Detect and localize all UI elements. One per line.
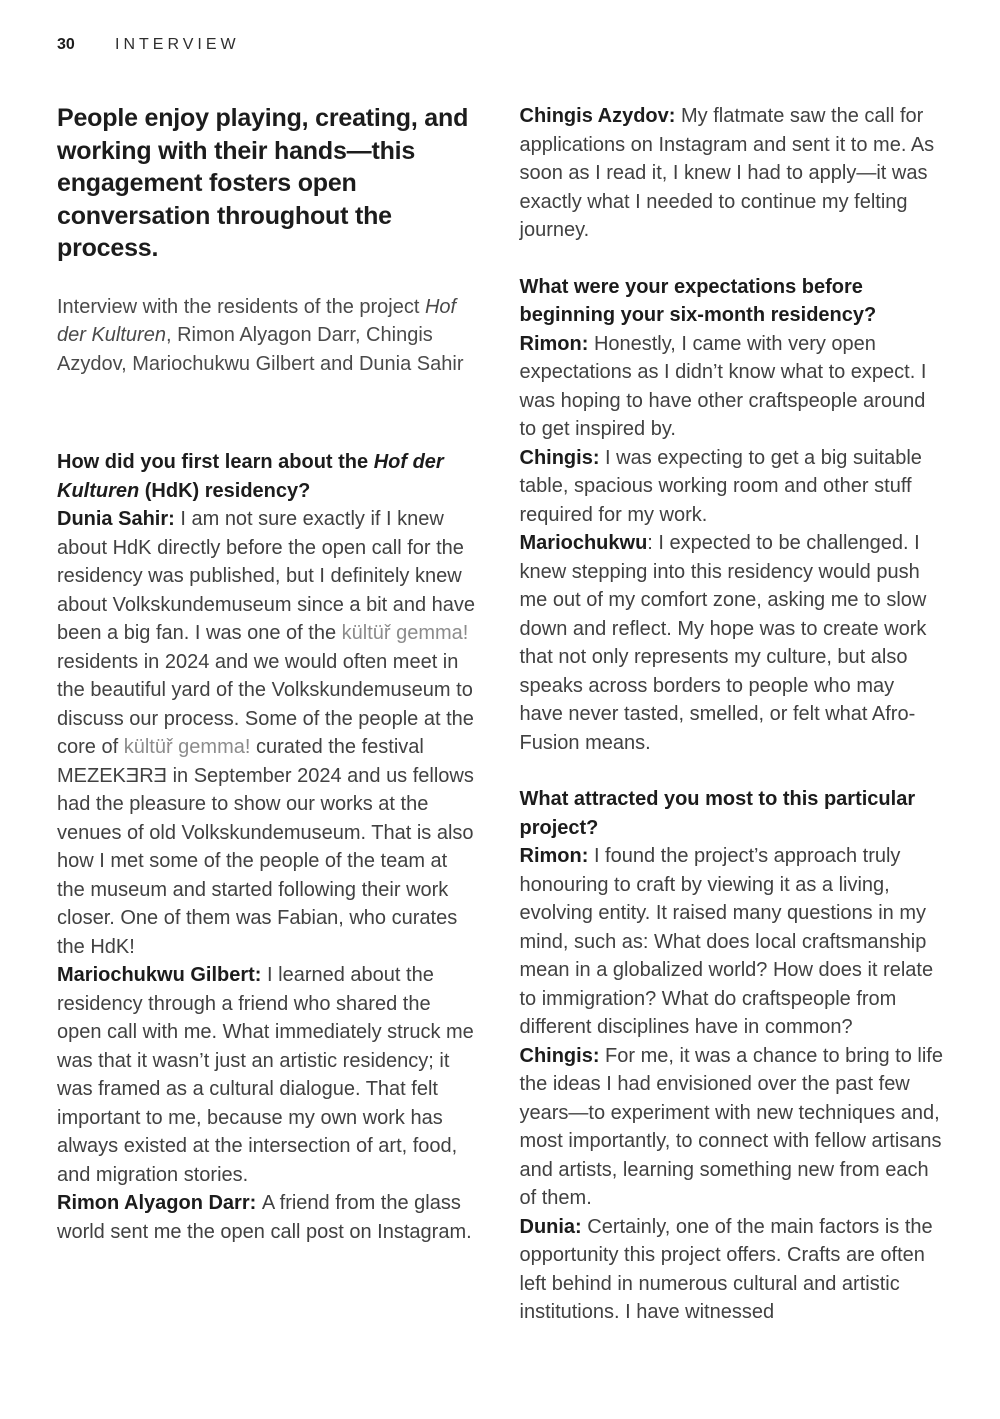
answer-mariochukwu-gilbert	[57, 961, 481, 1189]
answer-text: I found the project’s approach truly honouring to craft by viewing it as a living, evolving entity. It raised many questions in my mind, such as: What does local craftsmanship mean in a globalized world? How does it relate to immigration? What do craftspeople from different disciplines have in common?	[519, 845, 934, 1038]
answer-text: residents in 2024 and we would often meet in the beautiful yard of the Volkskundemuseum to discuss our process. Some of the people at the core of	[57, 650, 474, 758]
answer-chingis-2	[520, 1042, 944, 1213]
speaker-mariochukwu: Mariochukwu	[519, 532, 648, 554]
answer-rimon-2	[520, 842, 944, 1042]
answer-dunia	[520, 1213, 944, 1327]
answer-text: For me, it was a chance to bring to life the ideas I had envisioned over the past few years—to experiment with new techniques and, most importantly, to connect with fellow artisans and artists, learning something new from each of them.	[519, 1044, 943, 1209]
answer-text: I was expecting to get a big suitable table, spacious working room and other stuff required for my work.	[519, 446, 922, 526]
answer-text: : I expected to be challenged. I knew stepping into this residency would push me out of my comfort zone, asking me to slow down and reflect. My hope was to create work that not only represents my culture, but also speaks across borders to people who may have never tasted, smelled, or felt what Afro-Fusion means.	[519, 532, 927, 754]
speaker-rimon: Rimon:	[519, 332, 594, 355]
answer-rimon-alyagon-darr	[57, 1189, 481, 1246]
answer-chingis-azydov	[520, 102, 944, 245]
answer-mariochukwu	[520, 529, 944, 757]
question-1-post: (HdK) residency?	[139, 479, 311, 502]
page-number: 30	[57, 36, 75, 53]
question-1	[57, 448, 481, 505]
intro-text-pre: Interview with the residents of the project	[57, 295, 425, 318]
answer-text: A friend from the glass world sent me the open call post on Instagram.	[57, 1192, 472, 1243]
answer-text: Honestly, I came with very open expectations as I didn’t know what to expect. I was hoping to have other craftspeople around to get inspired by.	[519, 332, 927, 440]
speaker-rimon: Rimon:	[519, 845, 594, 867]
answer-text: curated the festival MEZEKƎRƎ in September 2024 and us fellows had the pleasure to show our works at the venues of old Volkskundemuseum. That is also how I met some of the people of the team at the museum and started following their work closer. One of them was Fabian, who curates the HdK!	[57, 736, 474, 958]
speaker-chingis: Chingis:	[519, 446, 606, 469]
question-block-1	[57, 448, 481, 1246]
speaker-rimon-alyagon-darr: Rimon Alyagon Darr:	[57, 1192, 262, 1214]
intro-text-post: , Rimon Alyagon Darr, Chingis Azydov, Mariochukwu Gilbert and Dunia Sahir	[57, 324, 464, 375]
kultur-gemma-mention: kültüř gemma!	[341, 622, 469, 644]
speaker-chingis: Chingis:	[519, 1044, 606, 1067]
question-1-pre: How did you first learn about the	[57, 451, 374, 473]
left-column	[57, 102, 481, 1327]
question-block-2	[520, 273, 944, 758]
answer-text: Certainly, one of the main factors is the opportunity this project offers. Crafts are often left behind in numerous cultural and artistic institutions. I have witnessed	[519, 1215, 933, 1323]
answer-text: I am not sure exactly if I knew about HdK directly before the open call for the residency was published, but I definitely knew about Volkskundemuseum since a bit and have been a big fan. I was one of the	[57, 508, 476, 644]
question-2: What were your expectations before beginning your six-month residency?	[519, 275, 877, 326]
right-column	[520, 102, 944, 1327]
answer-dunia-sahir	[57, 505, 481, 961]
speaker-dunia: Dunia:	[519, 1215, 588, 1238]
answer-rimon	[520, 330, 944, 444]
section-title: INTERVIEW	[115, 36, 240, 53]
intro-paragraph	[57, 293, 481, 379]
answer-chingis	[520, 444, 944, 530]
speaker-dunia-sahir: Dunia Sahir:	[57, 508, 181, 530]
pull-quote-headline: People enjoy playing, creating, and working with their hands—this engagement fosters open conversation throughout the process.	[57, 104, 469, 262]
speaker-chingis-azydov: Chingis Azydov:	[519, 105, 681, 127]
question-1-project-name: Hof der Kulturen	[57, 451, 444, 502]
answer-text: I learned about the residency through a friend who shared the open call with me. What immediately struck me was that it wasn’t just an artistic residency; it was framed as a cultural dialogue. That felt important to me, because my own work has always existed at the intersection of art, food, and migration stories.	[57, 964, 474, 1186]
speaker-mariochukwu-gilbert: Mariochukwu Gilbert:	[57, 964, 268, 986]
page-header	[57, 36, 943, 54]
two-column-layout	[57, 102, 943, 1327]
question-3: What attracted you most to this particular project?	[519, 788, 916, 839]
question-block-3	[520, 785, 944, 1327]
project-name-italic: Hof der Kulturen	[57, 295, 457, 346]
answer-text: My flatmate saw the call for applications on Instagram and sent it to me. As soon as I read it, I knew I had to apply—it was exactly what I needed to continue my felting journey.	[519, 105, 935, 241]
kultur-gemma-mention: kültüř gemma!	[123, 736, 251, 758]
